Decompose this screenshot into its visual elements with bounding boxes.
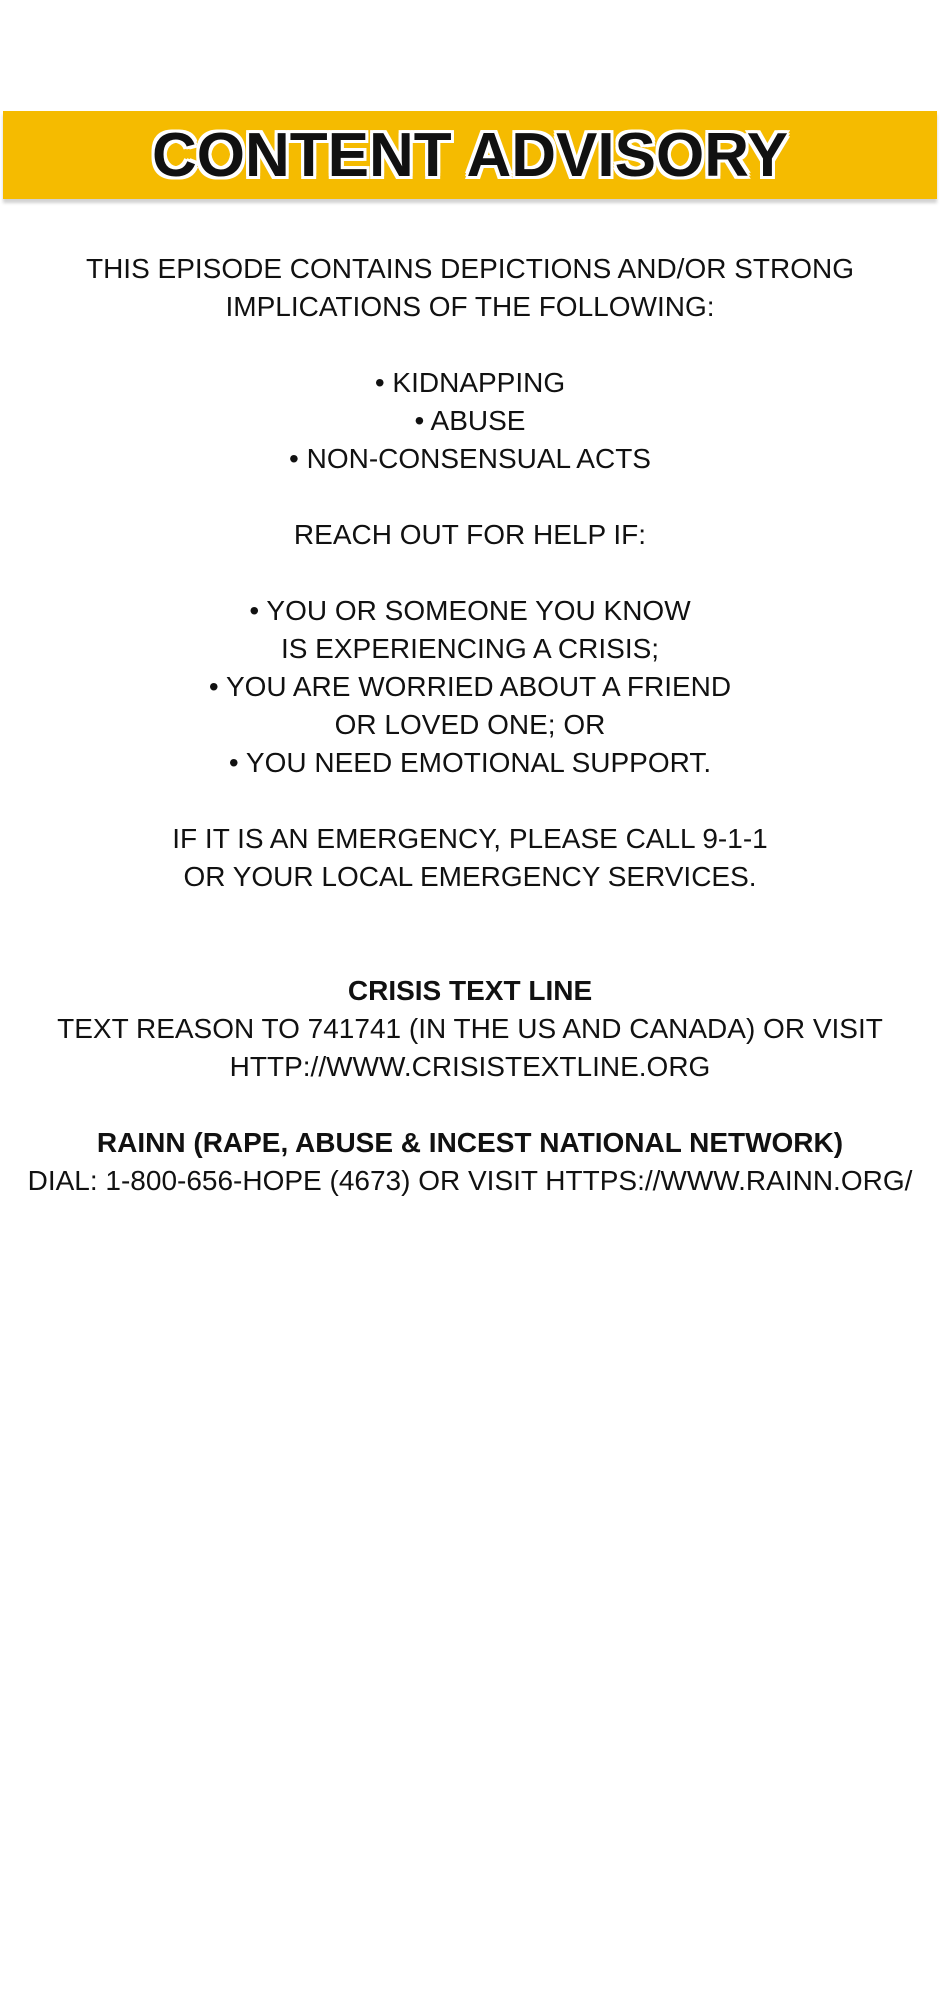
- rainn-instructions: DIAL: 1-800-656-HOPE (4673) OR VISIT HTTPS://WWW.RAINN.ORG/: [27, 1165, 913, 1196]
- emergency-line: OR YOUR LOCAL EMERGENCY SERVICES.: [183, 861, 757, 892]
- intro-line: THIS EPISODE CONTAINS DEPICTIONS AND/OR STRONG: [85, 253, 855, 284]
- banner-title: CONTENT ADVISORY: [151, 120, 789, 190]
- crisis-text-line-section: [0, 972, 940, 1086]
- topic-item: • NON-CONSENSUAL ACTS: [289, 443, 651, 474]
- help-section: [0, 516, 940, 782]
- intro-line: IMPLICATIONS OF THE FOLLOWING:: [225, 291, 715, 322]
- topic-item: • KIDNAPPING: [374, 367, 566, 398]
- topics-list: [0, 364, 940, 478]
- help-line: • YOU NEED EMOTIONAL SUPPORT.: [228, 747, 712, 778]
- emergency-section: [0, 820, 940, 896]
- help-line: • YOU ARE WORRIED ABOUT A FRIEND: [208, 671, 732, 702]
- help-heading: REACH OUT FOR HELP IF:: [293, 519, 647, 550]
- advisory-content: [0, 250, 940, 1200]
- emergency-line: IF IT IS AN EMERGENCY, PLEASE CALL 9-1-1: [172, 823, 768, 854]
- rainn-section: [0, 1124, 940, 1200]
- crisis-text-line-url: HTTP://WWW.CRISISTEXTLINE.ORG: [229, 1051, 711, 1082]
- help-line: • YOU OR SOMEONE YOU KNOW: [249, 595, 691, 626]
- rainn-name: RAINN (RAPE, ABUSE & INCEST NATIONAL NETWORK): [96, 1127, 844, 1158]
- intro-section: [0, 250, 940, 326]
- help-line: OR LOVED ONE; OR: [334, 709, 606, 740]
- crisis-text-line-instructions: TEXT REASON TO 741741 (IN THE US AND CANADA) OR VISIT: [57, 1013, 883, 1044]
- help-line: IS EXPERIENCING A CRISIS;: [280, 633, 660, 664]
- advisory-banner: [3, 111, 937, 199]
- crisis-text-line-name: CRISIS TEXT LINE: [347, 975, 593, 1006]
- topic-item: • ABUSE: [414, 405, 526, 436]
